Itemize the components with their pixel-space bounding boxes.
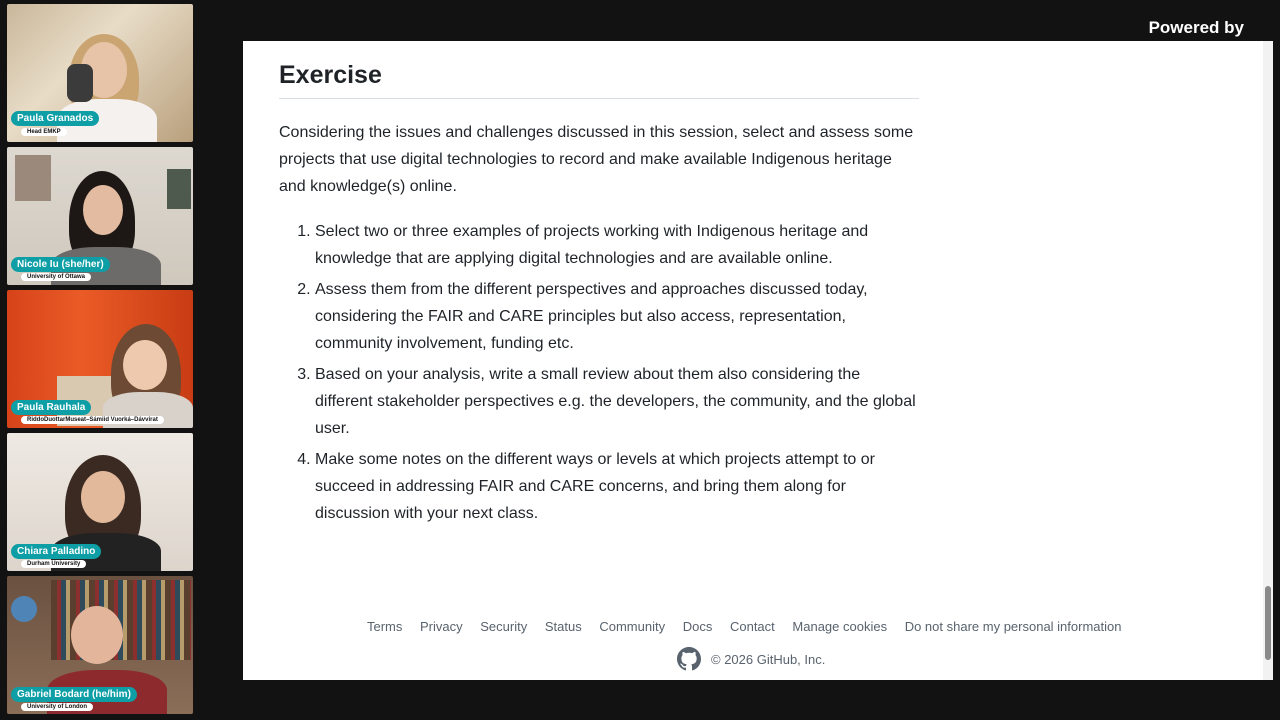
list-item: 4. Make some notes on the different ways or levels at which projects attempt to or succeed in addressing FAIR and CARE concerns, and bring them along for discussion with your next class. — [315, 446, 919, 527]
scrollbar-track[interactable] — [1263, 41, 1273, 680]
footer-link-terms[interactable]: Terms — [367, 619, 403, 634]
scrollbar-thumb[interactable] — [1265, 586, 1271, 660]
participant-org: RiddoDuottarMuseat–Sámiid Vuorká–Dávvirat — [21, 416, 164, 424]
participant-name: Paula Granados — [11, 111, 99, 126]
bottle — [67, 64, 93, 102]
wall-picture — [15, 155, 51, 201]
footer-link-community[interactable]: Community — [599, 619, 666, 634]
footer-copyright — [677, 647, 825, 671]
video-figure — [123, 340, 167, 390]
participant-org: University of London — [21, 703, 93, 711]
participant-tile[interactable] — [7, 4, 193, 142]
intro-paragraph: Considering the issues and challenges discussed in this session, select and assess some projects that use digital technologies to record and make available Indigenous heritage and knowledge(s) online. — [279, 124, 914, 195]
participant-org: Head EMKP — [21, 128, 67, 136]
participant-tile[interactable] — [7, 290, 193, 428]
wall-picture — [167, 169, 191, 209]
footer-link-do-not-share[interactable]: Do not share my personal information — [904, 619, 1122, 634]
video-figure — [71, 606, 123, 664]
participant-name: Gabriel Bodard (he/him) — [11, 687, 137, 702]
list-item: 2. Assess them from the different perspectives and approaches discussed today, considering the FAIR and CARE principles but also access, representation, community involvement, funding etc. — [315, 276, 919, 357]
video-figure — [81, 471, 125, 523]
video-figure — [83, 185, 123, 235]
copyright-text: © 2026 GitHub, Inc. — [711, 651, 826, 667]
footer-link-privacy[interactable]: Privacy — [420, 619, 463, 634]
participant-tile[interactable] — [7, 576, 193, 714]
participant-name: Nicole Iu (she/her) — [11, 257, 110, 272]
powered-by-label: Powered by — [1148, 18, 1244, 37]
bookshelf — [51, 580, 191, 660]
page-title: Exercise — [279, 61, 919, 99]
footer-link-contact[interactable]: Contact — [729, 619, 775, 634]
footer-links — [367, 619, 1135, 634]
globe — [11, 596, 37, 622]
participant-tile[interactable] — [7, 433, 193, 571]
participant-org: University of Ottawa — [21, 273, 91, 281]
participant-org: Durham University — [21, 560, 86, 568]
list-item: 3. Based on your analysis, write a small review about them also considering the different stakeholder perspectives e.g. the developers, the community, and the global user. — [315, 361, 919, 442]
footer-link-docs[interactable]: Docs — [682, 619, 713, 634]
footer-link-security[interactable]: Security — [480, 619, 528, 634]
github-mark-icon[interactable] — [677, 647, 701, 671]
markdown-content — [279, 61, 919, 531]
footer-link-status[interactable]: Status — [544, 619, 582, 634]
participant-tile[interactable] — [7, 147, 193, 285]
shared-screen-page — [243, 41, 1273, 680]
list-item: 1. Select two or three examples of projects working with Indigenous heritage and knowledge that are applying digital technologies and are available online. — [315, 218, 919, 272]
participant-name: Paula Rauhala — [11, 400, 91, 415]
task-list — [279, 218, 919, 527]
footer-link-manage-cookies[interactable]: Manage cookies — [792, 619, 888, 634]
participant-name: Chiara Palladino — [11, 544, 101, 559]
